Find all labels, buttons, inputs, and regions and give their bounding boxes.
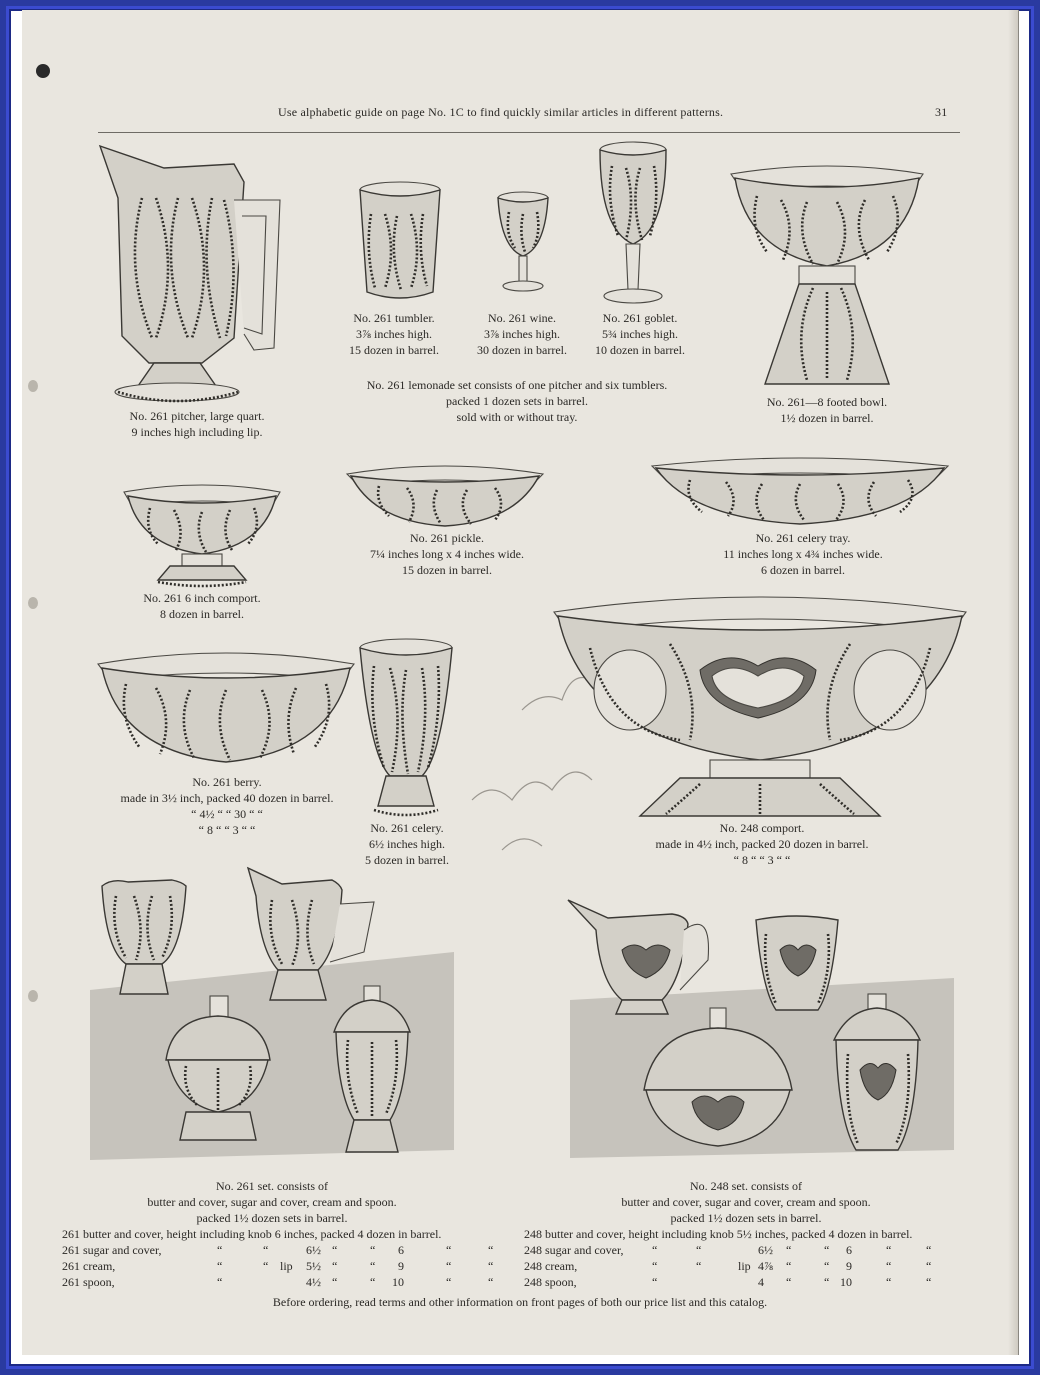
comport-248-illustration [550, 590, 970, 822]
pitcher-caption-line: No. 261 pitcher, large quart. [129, 409, 265, 423]
ditto-mark: “ [488, 1259, 494, 1273]
ditto-mark: “ [926, 1275, 932, 1289]
berry-caption-line: “ 8 “ “ 3 “ “ [198, 823, 256, 837]
tumbler-caption-line: 3⅞ inches high. [356, 327, 432, 341]
height-value: 6½ [758, 1243, 773, 1257]
set-248-caption-line: butter and cover, sugar and cover, cream and spoon. [621, 1195, 871, 1209]
ditto-mark: “ [370, 1259, 376, 1273]
dozen-value: 9 [846, 1259, 852, 1273]
lemonade-caption-line: packed 1 dozen sets in barrel. [446, 394, 588, 408]
celery-vase-illustration [356, 636, 456, 822]
tumbler-caption-line: 15 dozen in barrel. [349, 343, 439, 357]
wine-caption-line: 30 dozen in barrel. [477, 343, 567, 357]
berry-caption [102, 774, 352, 838]
footed-bowl-caption-line: No. 261—8 footed bowl. [766, 395, 888, 409]
list-item-name: 248 spoon, [524, 1275, 577, 1289]
ditto-mark: “ [696, 1243, 702, 1257]
wine-caption [462, 310, 582, 358]
ditto-mark: “ [263, 1259, 269, 1273]
dozen-value: 6 [398, 1243, 404, 1257]
ditto-mark: “ [488, 1275, 494, 1289]
berry-bowl-illustration [96, 648, 356, 770]
pickle-caption-line: 7¼ inches long x 4 inches wide. [370, 547, 524, 561]
ditto-mark: “ [217, 1259, 223, 1273]
list-item-name: 261 cream, [62, 1259, 116, 1273]
height-value: 4½ [306, 1275, 321, 1289]
goblet-caption [580, 310, 700, 358]
ditto-mark: “ [652, 1243, 658, 1257]
goblet-illustration [596, 140, 670, 308]
pickle-caption-line: No. 261 pickle. [410, 531, 484, 545]
dozen-value: 9 [398, 1259, 404, 1273]
celery-tray-caption-line: 11 inches long x 4¾ inches wide. [723, 547, 883, 561]
ditto-mark: “ [652, 1275, 658, 1289]
berry-caption-line: No. 261 berry. [192, 775, 262, 789]
ditto-mark: “ [652, 1259, 658, 1273]
ditto-mark: “ [886, 1259, 892, 1273]
ditto-mark: “ [263, 1243, 269, 1257]
list-item-name: 248 sugar and cover, [524, 1243, 624, 1257]
wine-caption-line: 3⅞ inches high. [484, 327, 560, 341]
goblet-caption-line: 10 dozen in barrel. [595, 343, 685, 357]
set-248-caption-line: No. 248 set. consists of [690, 1179, 802, 1193]
height-value: 4 [758, 1275, 764, 1289]
footed-bowl-illustration [727, 162, 927, 394]
comport-248-caption-line: No. 248 comport. [719, 821, 805, 835]
paper-edge [1008, 10, 1018, 1355]
ditto-mark: “ [446, 1275, 452, 1289]
height-value: 5½ [306, 1259, 321, 1273]
list-248-head: 248 butter and cover, height including knob 5½ inches, packed 4 dozen in barrel. [524, 1227, 913, 1241]
dozen-value: 10 [392, 1275, 404, 1289]
ditto-mark: “ [488, 1243, 494, 1257]
celery-tray-caption-line: No. 261 celery tray. [755, 531, 851, 545]
pitcher-caption-line: 9 inches high including lip. [131, 425, 263, 439]
footed-bowl-caption [742, 394, 912, 426]
lemonade-set-caption [342, 377, 692, 425]
ditto-mark: “ [886, 1243, 892, 1257]
ditto-mark: “ [370, 1243, 376, 1257]
ditto-mark: “ [217, 1275, 223, 1289]
celery-tray-caption [688, 530, 918, 578]
lip-label: lip [280, 1259, 293, 1273]
lemonade-caption-line: No. 261 lemonade set consists of one pitcher and six tumblers. [366, 378, 668, 392]
list-261-head: 261 butter and cover, height including knob 6 inches, packed 4 dozen in barrel. [62, 1227, 442, 1241]
ditto-mark: “ [824, 1259, 830, 1273]
punch-hole [28, 990, 38, 1002]
berry-caption-line: “ 4½ “ “ 30 “ “ [191, 807, 263, 821]
ditto-mark: “ [217, 1243, 223, 1257]
header-guide-text: Use alphabetic guide on page No. 1C to find quickly similar articles in different patterns. [278, 105, 724, 119]
catalog-page [22, 10, 1019, 1355]
ditto-mark: “ [926, 1259, 932, 1273]
set-261-illustration [82, 860, 462, 1170]
punch-hole [28, 380, 38, 392]
ditto-mark: “ [824, 1243, 830, 1257]
comport-6-caption-line: No. 261 6 inch comport. [143, 591, 261, 605]
pitcher-caption [82, 408, 312, 440]
dozen-value: 6 [846, 1243, 852, 1257]
pitcher-illustration [94, 138, 294, 408]
comport-248-caption-line: made in 4½ inch, packed 20 dozen in barrel. [655, 837, 869, 851]
goblet-caption-line: No. 261 goblet. [602, 311, 678, 325]
ditto-mark: “ [332, 1275, 338, 1289]
celery-caption-line: 6½ inches high. [369, 837, 445, 851]
ditto-mark: “ [332, 1259, 338, 1273]
ditto-mark: “ [696, 1259, 702, 1273]
wine-illustration [495, 190, 551, 295]
height-value: 4⅞ [758, 1259, 773, 1273]
punch-hole [28, 597, 38, 609]
set-261-caption-line: packed 1½ dozen sets in barrel. [196, 1211, 348, 1225]
set-261-caption-line: No. 261 set. consists of [216, 1179, 328, 1193]
tumbler-illustration [357, 180, 447, 305]
height-value: 6½ [306, 1243, 321, 1257]
set-248-caption [596, 1178, 896, 1226]
set-261-caption [132, 1178, 412, 1226]
footer-note: Before ordering, read terms and other information on front pages of both our price list and this catalog. [272, 1295, 768, 1309]
ditto-mark: “ [786, 1259, 792, 1273]
celery-caption-line: 5 dozen in barrel. [365, 853, 449, 867]
punch-hole [36, 64, 50, 78]
celery-caption-line: No. 261 celery. [370, 821, 444, 835]
celery-tray-illustration [650, 454, 950, 530]
goblet-caption-line: 5¾ inches high. [602, 327, 678, 341]
list-item-name: 248 cream, [524, 1259, 578, 1273]
set-248-illustration [562, 890, 962, 1170]
ditto-mark: “ [332, 1243, 338, 1257]
tumbler-caption [334, 310, 454, 358]
celery-tray-caption-line: 6 dozen in barrel. [761, 563, 845, 577]
ditto-mark: “ [926, 1243, 932, 1257]
header-rule [98, 132, 960, 133]
set-248-caption-line: packed 1½ dozen sets in barrel. [670, 1211, 822, 1225]
ditto-mark: “ [786, 1243, 792, 1257]
ditto-mark: “ [446, 1243, 452, 1257]
comport-6-inch-caption [112, 590, 292, 622]
pickle-caption-line: 15 dozen in barrel. [402, 563, 492, 577]
comport-248-caption-line: “ 8 “ “ 3 “ “ [733, 853, 791, 867]
dozen-value: 10 [840, 1275, 852, 1289]
lip-label: lip [738, 1259, 751, 1273]
lemonade-caption-line: sold with or without tray. [456, 410, 578, 424]
page-number: 31 [935, 105, 948, 119]
comport-248-caption [582, 820, 942, 868]
list-item-name: 261 spoon, [62, 1275, 115, 1289]
tumbler-caption-line: No. 261 tumbler. [353, 311, 435, 325]
comport-6-inch-illustration [122, 480, 282, 590]
ditto-mark: “ [786, 1275, 792, 1289]
pickle-dish-illustration [345, 462, 545, 532]
set-261-caption-line: butter and cover, sugar and cover, cream and spoon. [147, 1195, 397, 1209]
ditto-mark: “ [886, 1275, 892, 1289]
wine-caption-line: No. 261 wine. [488, 311, 556, 325]
ditto-mark: “ [446, 1259, 452, 1273]
footed-bowl-caption-line: 1½ dozen in barrel. [780, 411, 874, 425]
berry-caption-line: made in 3½ inch, packed 40 dozen in barrel. [120, 791, 334, 805]
ditto-mark: “ [370, 1275, 376, 1289]
ditto-mark: “ [824, 1275, 830, 1289]
comport-6-caption-line: 8 dozen in barrel. [160, 607, 244, 621]
pickle-caption [342, 530, 552, 578]
list-item-name: 261 sugar and cover, [62, 1243, 162, 1257]
